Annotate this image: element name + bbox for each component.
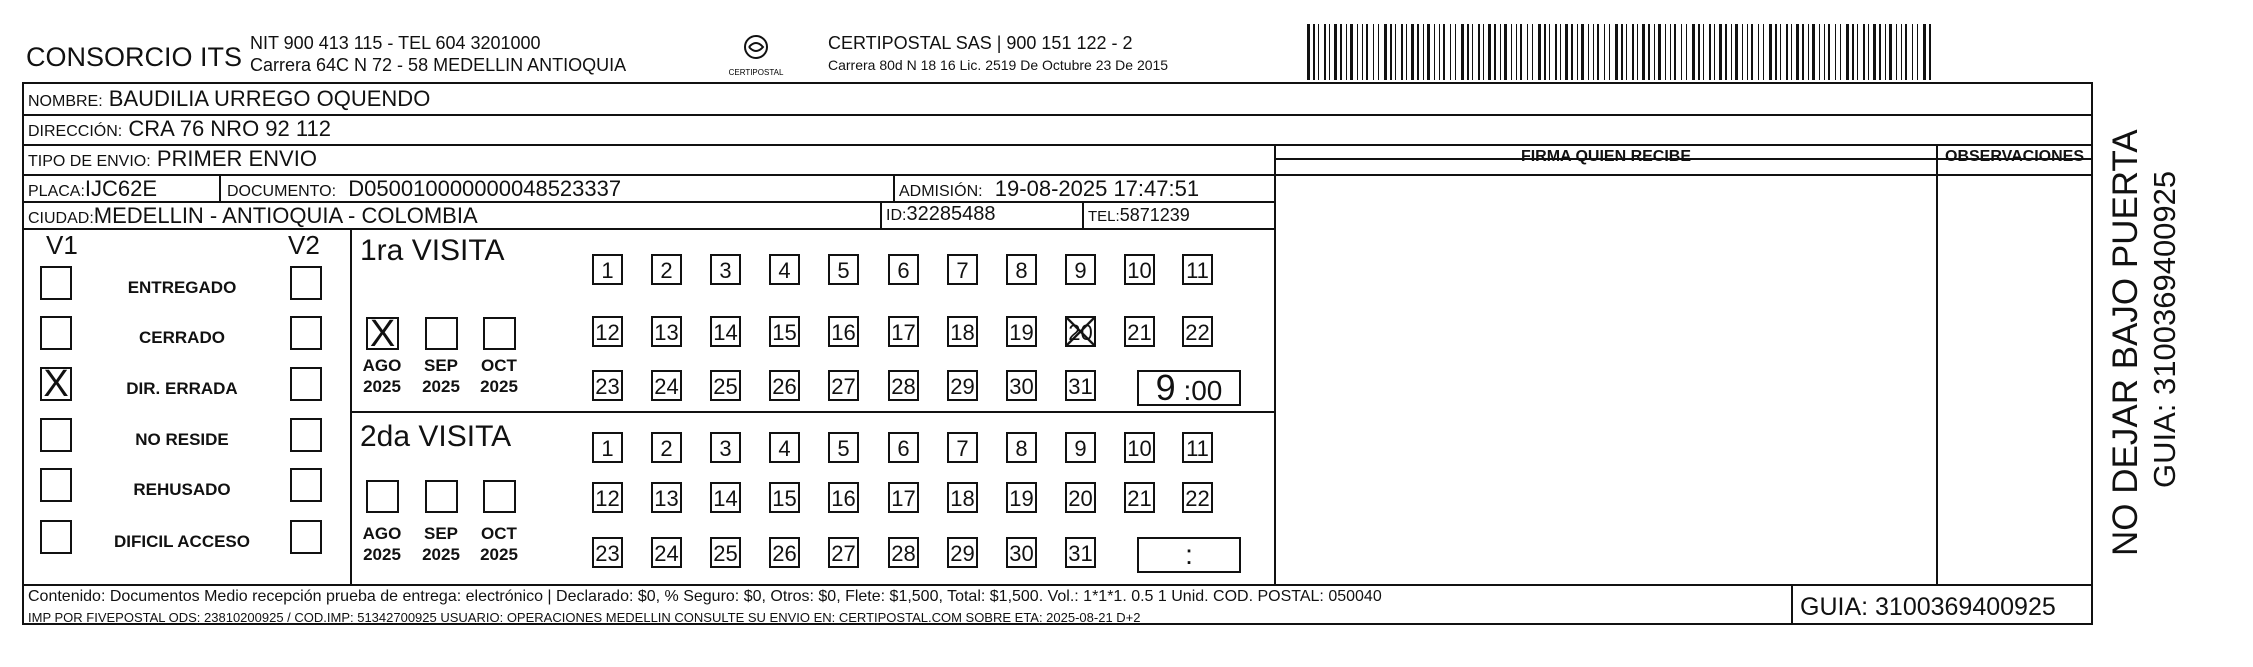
tipo-envio-value: PRIMER ENVIO	[156, 146, 317, 171]
day-box[interactable]: 20	[1065, 482, 1096, 513]
month-checkbox[interactable]	[483, 480, 516, 513]
day-box[interactable]: 16	[828, 316, 859, 347]
day-box[interactable]: 7	[947, 254, 978, 285]
day-box[interactable]: 28	[888, 537, 919, 568]
signature-area[interactable]	[1276, 176, 1936, 584]
status-v2-checkbox[interactable]	[290, 520, 322, 554]
day-box[interactable]: 7	[947, 432, 978, 463]
status-v2-checkbox[interactable]	[290, 316, 322, 350]
observations-area[interactable]	[1938, 176, 2091, 584]
day-box[interactable]: 16	[828, 482, 859, 513]
placa-label: PLACA:	[28, 183, 85, 200]
day-box[interactable]: 5	[828, 254, 859, 285]
minute-value: :00	[1183, 375, 1223, 406]
month-checkbox[interactable]	[425, 480, 458, 513]
ciudad-label: CIUDAD:	[28, 210, 94, 227]
month-year: 2025	[480, 545, 518, 564]
day-box[interactable]: 26	[769, 370, 800, 401]
status-label: NO RESIDE	[135, 430, 229, 449]
status-v1-checkbox[interactable]: X	[40, 367, 72, 401]
documento-value: D050010000000048523337	[348, 176, 622, 201]
day-box[interactable]: 27	[828, 537, 859, 568]
hour-value: 9	[1155, 367, 1176, 408]
visit1-title: 1ra VISITA	[360, 234, 505, 267]
footer-guia: GUIA: 3100369400925	[1800, 593, 2056, 621]
day-box[interactable]: 13	[651, 316, 682, 347]
ciudad-value: MEDELLIN - ANTIOQUIA - COLOMBIA	[93, 203, 478, 228]
month-label: OCT	[481, 524, 517, 543]
day-box[interactable]: 25	[710, 537, 741, 568]
direccion-value: CRA 76 NRO 92 112	[128, 116, 331, 141]
month-checkbox[interactable]: X	[366, 317, 399, 350]
month-year: 2025	[363, 377, 401, 396]
month-year: 2025	[363, 545, 401, 564]
month-checkbox[interactable]	[366, 480, 399, 513]
day-box[interactable]: 11	[1182, 254, 1213, 285]
status-v1-checkbox[interactable]	[40, 520, 72, 554]
month-label: AGO	[362, 356, 402, 375]
month-year: 2025	[422, 545, 460, 564]
day-box[interactable]: 2	[651, 432, 682, 463]
admision-value: 19-08-2025 17:47:51	[994, 176, 1200, 201]
day-box[interactable]: 6	[888, 432, 919, 463]
day-box[interactable]: 18	[947, 316, 978, 347]
tel-label: TEL:	[1088, 208, 1120, 225]
day-box[interactable]: 26	[769, 537, 800, 568]
status-v2-checkbox[interactable]	[290, 468, 322, 502]
month-label: OCT	[481, 356, 517, 375]
day-box[interactable]: 8	[1006, 432, 1037, 463]
admision-label: ADMISIÓN:	[899, 183, 983, 200]
day-box[interactable]: 12	[592, 316, 623, 347]
company-nit: NIT 900 413 115 - TEL 604 3201000	[250, 33, 541, 53]
day-box[interactable]: 8	[1006, 254, 1037, 285]
visit2-title: 2da VISITA	[360, 420, 512, 453]
courier-address: Carrera 80d N 18 16 Lic. 2519 De Octubre 23 De 2015	[828, 57, 1169, 73]
status-v2-checkbox[interactable]	[290, 266, 322, 300]
day-box[interactable]: 5	[828, 432, 859, 463]
day-box[interactable]: 9	[1065, 254, 1096, 285]
tel-value: 5871239	[1119, 205, 1190, 225]
day-box[interactable]: 22	[1182, 316, 1213, 347]
day-box[interactable]: 2	[651, 254, 682, 285]
day-box[interactable]: 12	[592, 482, 623, 513]
id-value: 32285488	[906, 203, 996, 225]
day-box[interactable]: 25	[710, 370, 741, 401]
time-box[interactable]: :	[1137, 537, 1241, 573]
day-box[interactable]: 22	[1182, 482, 1213, 513]
nombre-value: BAUDILIA URREGO OQUENDO	[108, 86, 431, 111]
month-label: SEP	[423, 524, 459, 543]
day-box[interactable]: 17	[888, 482, 919, 513]
day-box[interactable]: 3	[710, 432, 741, 463]
id-label: ID:	[886, 207, 907, 224]
month-year: 2025	[480, 377, 518, 396]
day-box[interactable]: 15	[769, 316, 800, 347]
nombre-label: NOMBRE:	[28, 93, 103, 110]
status-label: CERRADO	[139, 328, 225, 347]
day-box[interactable]: 21	[1124, 482, 1155, 513]
day-box[interactable]: 23	[592, 370, 623, 401]
month-label: SEP	[423, 356, 459, 375]
side-guia: GUIA: 3100369400925	[2147, 170, 2182, 488]
day-box[interactable]: 27	[828, 370, 859, 401]
status-label: DIFICIL ACCESO	[113, 532, 250, 551]
form	[22, 82, 2093, 625]
day-box[interactable]: 4	[769, 432, 800, 463]
day-box[interactable]: 29	[947, 537, 978, 568]
day-box[interactable]: 31	[1065, 537, 1096, 568]
day-box[interactable]: 19	[1006, 316, 1037, 347]
side-warning: NO DEJAR BAJO PUERTA	[2106, 129, 2145, 556]
status-label: REHUSADO	[133, 480, 231, 499]
day-box[interactable]: 21	[1124, 316, 1155, 347]
day-box[interactable]: 3	[710, 254, 741, 285]
v1-label: V1	[46, 230, 78, 260]
day-box[interactable]: 30	[1006, 370, 1037, 401]
month-checkbox[interactable]	[483, 317, 516, 350]
placa-value: IJC62E	[84, 176, 158, 201]
status-v1-checkbox[interactable]	[40, 468, 72, 502]
courier-name: CERTIPOSTAL SAS | 900 151 122 - 2	[828, 33, 1133, 53]
day-box[interactable]: 9	[1065, 432, 1096, 463]
month-checkbox[interactable]	[425, 317, 458, 350]
day-box[interactable]: 4	[769, 254, 800, 285]
day-box[interactable]: 30	[1006, 537, 1037, 568]
day-box[interactable]: 14	[710, 482, 741, 513]
day-box[interactable]: 31	[1065, 370, 1096, 401]
day-box[interactable]: 24	[651, 370, 682, 401]
day-box[interactable]: 15	[769, 482, 800, 513]
logo-text: CERTIPOSTAL	[728, 68, 784, 77]
day-box[interactable]: 29	[947, 370, 978, 401]
month-label: AGO	[362, 524, 402, 543]
status-label: DIR. ERRADA	[126, 379, 238, 398]
month-year: 2025	[422, 377, 460, 396]
day-box[interactable]: 24	[651, 537, 682, 568]
firma-header: FIRMA QUIEN RECIBE	[1520, 148, 1692, 165]
day-box[interactable]: 1	[592, 432, 623, 463]
footer-imp: IMP POR FIVEPOSTAL ODS: 23810200925 / COD.IMP: 51342700925 USUARIO: OPERACIONES MEDELLIN CONSULTE SU ENVIO EN: CERTIPOSTAL.COM SOBRE ETA: 2025-08-21 D+2	[28, 610, 1141, 625]
day-box[interactable]: 10	[1124, 254, 1155, 285]
certipostal-logo	[728, 30, 784, 82]
status-v1-checkbox[interactable]	[40, 418, 72, 452]
status-v2-checkbox[interactable]	[290, 367, 322, 401]
observaciones-header: OBSERVACIONES	[1945, 148, 2084, 165]
footer-contenido: Contenido: Documentos Medio recepción prueba de entrega: electrónico | Declarado: $0, % Seguro: $0, Otros: $0, Flete: $1,500, Total: $1,500. Vol.: 1*1*1. 0.5 1 Unid. COD. POSTAL: 050040	[28, 588, 1382, 605]
day-box[interactable]: 23	[592, 537, 623, 568]
day-box[interactable]: 1	[592, 254, 623, 285]
day-box[interactable]: 11	[1182, 432, 1213, 463]
status-v1-checkbox[interactable]	[40, 266, 72, 300]
day-box[interactable]: 10	[1124, 432, 1155, 463]
day-box[interactable]: 14	[710, 316, 741, 347]
status-v2-checkbox[interactable]	[290, 418, 322, 452]
direccion-label: DIRECCIÓN:	[28, 123, 123, 140]
day-box[interactable]: 13	[651, 482, 682, 513]
v2-label: V2	[288, 230, 320, 260]
company-address: Carrera 64C N 72 - 58 MEDELLIN ANTIOQUIA	[250, 55, 627, 75]
status-label: ENTREGADO	[127, 278, 237, 297]
status-v1-checkbox[interactable]	[40, 316, 72, 350]
day-box[interactable]: 6	[888, 254, 919, 285]
time-box[interactable]	[1137, 367, 1241, 408]
barcode	[1307, 24, 1937, 80]
day-box[interactable]: 18	[947, 482, 978, 513]
day-box[interactable]: 19	[1006, 482, 1037, 513]
day-box[interactable]: 17	[888, 316, 919, 347]
day-box[interactable]: 28	[888, 370, 919, 401]
tipo-envio-label: TIPO DE ENVIO:	[28, 153, 151, 170]
company-name: CONSORCIO ITS	[26, 42, 243, 72]
documento-label: DOCUMENTO:	[227, 183, 337, 200]
day-box[interactable]: 20	[1065, 316, 1096, 347]
